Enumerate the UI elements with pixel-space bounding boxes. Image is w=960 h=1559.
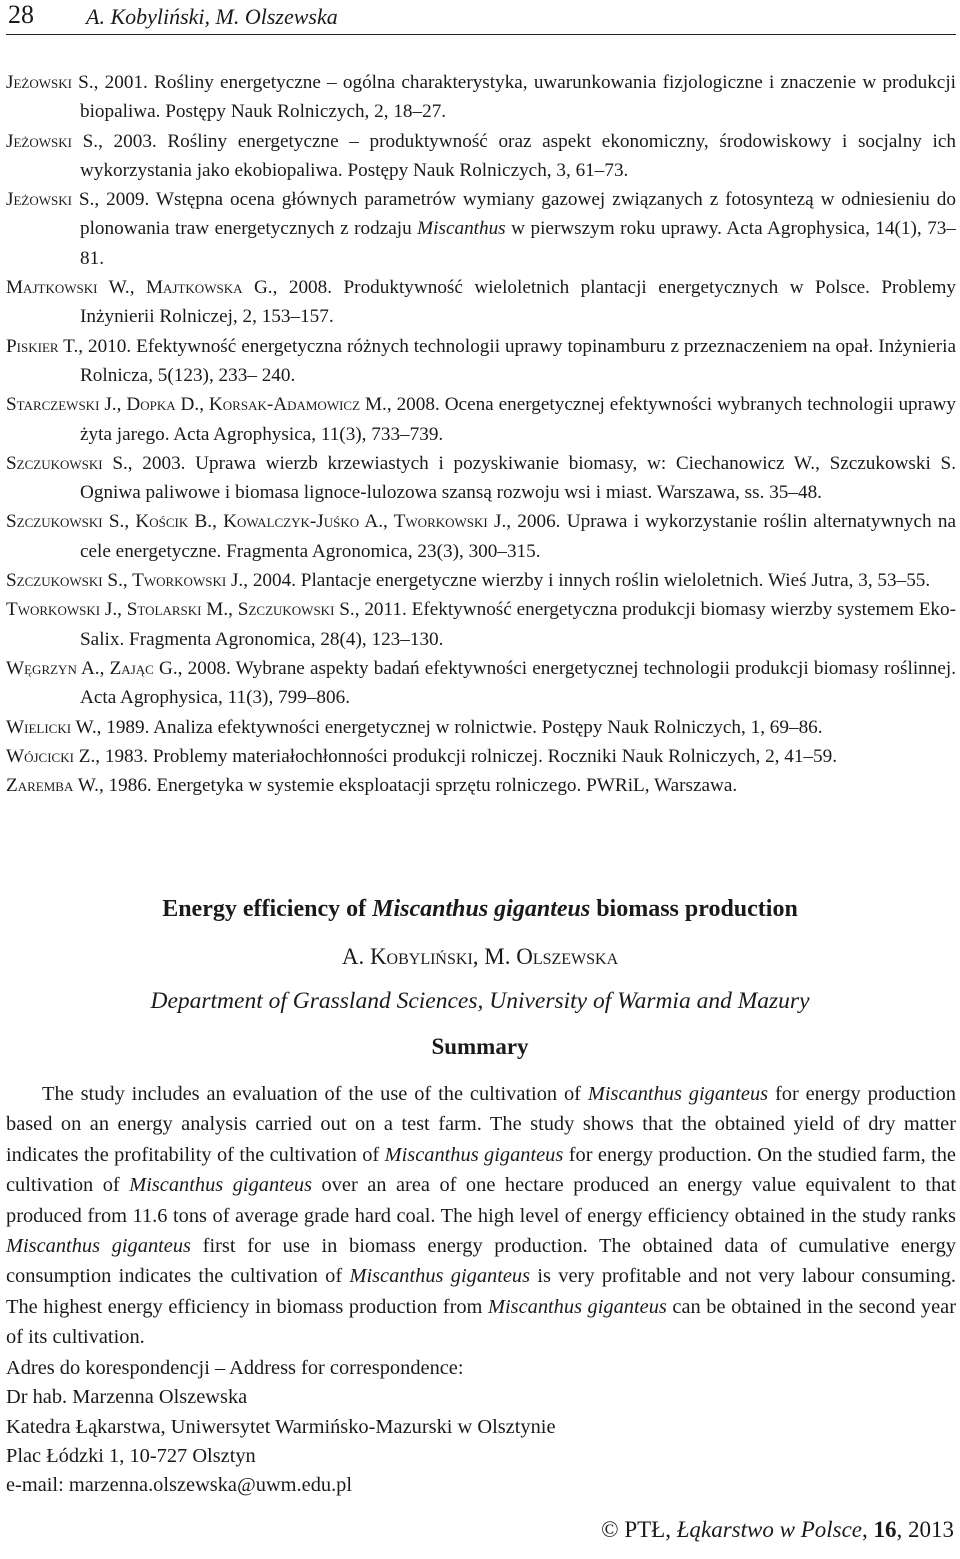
reference-item: Jeżowski S., 2009. Wstępna ocena głównych parametrów wymiany gazowej związanych z fotosyntezą w odniesieniu do plonowania traw energetycznych z rodzaju Miscanthus w pierwszym roku uprawy. Acta Agrophysica, 14(1), 73–81.: [6, 189, 956, 269]
address-heading: Adres do korespondencji – Address for correspondence:: [6, 1357, 464, 1379]
reference-list: [6, 68, 956, 800]
address-institution: Katedra Łąkarstwa, Uniwersytet Warmińsko-Mazurski w Olsztynie: [6, 1415, 556, 1438]
reference-item: Majtkowski W., Majtkowska G., 2008. Produktywność wieloletnich plantacji energetycznych w Polsce. Problemy Inżynierii Rolniczej, 2, 153–157.: [6, 277, 957, 328]
reference-item: Tworkowski J., Stolarski M., Szczukowski S., 2011. Efektywność energetyczna produkcji biomasy wierzby systemem Eko-Salix. Fragmenta Agronomica, 28(4), 123–130.: [6, 599, 957, 650]
reference-item: Wielicki W., 1989. Analiza efektywności energetycznej w rolnictwie. Postępy Nauk Rolniczych, 1, 69–86.: [6, 716, 823, 738]
english-authors: A. Kobyliński, M. Olszewska: [341, 944, 619, 969]
address-email: e-mail: marzenna.olszewska@uwm.edu.pl: [6, 1474, 353, 1497]
reference-item: Wójcicki Z., 1983. Problemy materiałochłonności produkcji rolniczej. Roczniki Nauk Rolniczych, 2, 41–59.: [6, 745, 838, 767]
running-title: A. Kobyliński, M. Olszewska: [86, 4, 338, 29]
english-title: Energy efficiency of Miscanthus giganteus biomass production: [162, 896, 798, 922]
reference-item: Zaremba W., 1986. Energetyka w systemie eksploatacji sprzętu rolniczego. PWRiL, Warszawa.: [6, 775, 738, 797]
correspondence-address: [6, 1354, 906, 1500]
reference-item: Węgrzyn A., Zając G., 2008. Wybrane aspekty badań efektywności energetycznej technologii produkcji biomasy roślinnej. Acta Agrophysica, 11(3), 799–806.: [6, 657, 956, 709]
reference-item: Piskier T., 2010. Efektywność energetyczna różnych technologii uprawy topinamburu z przeznaczeniem na opał. Inżynieria Rolnicza, 5(123), 233– 240.: [6, 335, 956, 386]
reference-item: Jeżowski S., 2001. Rośliny energetyczne – ogólna charakterystyka, uwarunkowania fizjologiczne i znaczenie w produkcji biopaliwa. Postępy Nauk Rolniczych, 2, 18–27.: [6, 72, 956, 123]
summary-heading: Summary: [431, 1034, 529, 1059]
page-header: [6, 0, 956, 35]
reference-item: Szczukowski S., Kościk B., Kowalczyk-Juśko A., Tworkowski J., 2006. Uprawa i wykorzystanie roślin alternatywnych na cele energetyczne. Fragmenta Agronomica, 23(3), 300–315.: [6, 511, 956, 562]
page-number: 28: [8, 0, 34, 29]
reference-item: Szczukowski S., Tworkowski J., 2004. Plantacje energetyczne wierzby i innych roślin wieloletnich. Wieś Jutra, 3, 53–55.: [6, 570, 931, 592]
reference-item: Starczewski J., Dopka D., Korsak-Adamowicz M., 2008. Ocena energetycznej efektywności wybranych technologii uprawy żyta jarego. Acta Agrophysica, 11(3), 733–739.: [6, 394, 957, 445]
address-street: Plac Łódzki 1, 10-727 Olsztyn: [6, 1444, 256, 1467]
department: Department of Grassland Sciences, University of Warmia and Mazury: [150, 988, 810, 1014]
page-footer: © PTŁ, Łąkarstwo w Polsce, 16, 2013: [601, 1517, 954, 1542]
reference-item: Jeżowski S., 2003. Rośliny energetyczne – produktywność oraz aspekt ekonomiczny, środowiskowy i socjalny ich wykorzystania jako ekobiopaliwa. Postępy Nauk Rolniczych, 3, 61–73.: [6, 130, 956, 181]
reference-item: Szczukowski S., 2003. Uprawa wierzb krzewiastych i pozyskiwanie biomasy, w: Ciechanowicz W., Szczukowski S. Ogniwa paliwowe i biomasa lignoce-lulozowa szansą rozwoju wsi i miast. Warszawa, ss. 35–48.: [6, 452, 956, 504]
address-name: Dr hab. Marzenna Olszewska: [6, 1386, 248, 1409]
summary-paragraph: The study includes an evaluation of the use of the cultivation of Miscanthus giganteus for energy production based on an energy analysis carried out on a test farm. The study shows that the obtained yield of dry matter indicates the profitability of the cultivation of Miscanthus giganteus for energy production. On the studied farm, the cultivation of Miscanthus giganteus over an area of one hectare produced an energy value equivalent to that produced from 11.6 tons of average grade hard coal. The high level of energy efficiency obtained in the study ranks Miscanthus giganteus first for use in biomass energy production. The obtained data of cumulative energy consumption indicates the cultivation of Miscanthus giganteus is very profitable and not very labour consuming. The highest energy efficiency in biomass production from Miscanthus giganteus can be obtained in the second year of its cultivation.: [6, 1083, 957, 1349]
